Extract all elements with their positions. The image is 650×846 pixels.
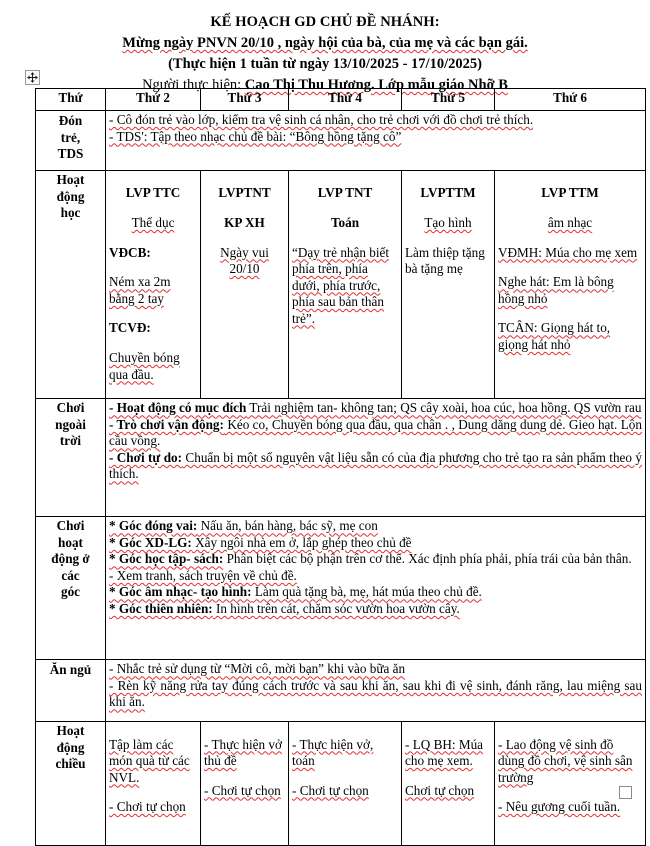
- title-line-2-text: Mừng ngày PNVN 20/10 , ngày hội của bà, của mẹ và các bạn gái.: [122, 35, 528, 51]
- performer-label: Người thực hiện:: [142, 77, 242, 93]
- cnt-item-1: [109, 400, 642, 417]
- row-label-hoat-dong-chieu: [36, 722, 106, 846]
- hdh-thu2-item-4: Chuyền bóng qua đầu.: [109, 350, 180, 382]
- hdc-thu5-line-1: - LQ BH: Múa cho mẹ xem.: [405, 736, 484, 768]
- document-title-line-2: [0, 33, 650, 54]
- row-label-choi-ngoai-troi: [36, 399, 106, 517]
- goc-item-1-text: Nấu ăn, bán hàng, bác sỹ, mẹ con: [197, 518, 378, 534]
- table-move-handle[interactable]: [25, 70, 40, 85]
- goc-item-1-label: * Góc đóng vai:: [109, 518, 198, 534]
- row-label-hdh-line3: học: [60, 205, 81, 220]
- hdh-thu6-head: LVP TTM: [541, 185, 599, 201]
- document-title-line-3: (Thực hiện 1 tuần từ ngày 13/10/2025 - 17/10/2025): [168, 56, 482, 72]
- row-label-an-ngu: Ăn ngủ: [36, 660, 106, 722]
- goc-item-3-label: * Góc học tập- sách:: [109, 551, 224, 567]
- hdc-thu2-line-2: - Chơi tự chọn: [109, 799, 186, 815]
- goc-item-3: [109, 551, 642, 568]
- cell-hdc-thu-2: [106, 722, 201, 846]
- don-tre-line-1: - Cô đón trẻ vào lớp, kiểm tra vệ sinh cá nhân, cho trẻ chơi với đồ chơi trẻ thích.: [109, 112, 534, 127]
- column-header-thu-6: Thứ 6: [495, 89, 646, 111]
- goc-item-5-label: * Góc âm nhạc- tạo hình:: [109, 584, 252, 600]
- goc-item-1: [109, 518, 642, 535]
- goc-item-4: - Xem tranh, sách truyện về chủ đề.: [109, 567, 297, 583]
- row-label-hdh-line1: Hoạt: [56, 172, 85, 187]
- hdh-thu2-item-2: Ném xa 2m bằng 2 tay: [109, 274, 171, 306]
- performer-name: Cao Thị Thu Hương. Lớp mẫu giáo Nhỡ B: [244, 77, 508, 93]
- cnt-item-2: [109, 417, 642, 450]
- hdh-thu5-head2: Tạo hình: [424, 214, 472, 230]
- cell-hdc-thu-4: [289, 722, 402, 846]
- cell-hdh-thu-2: [106, 171, 201, 399]
- row-label-goc-line4: các: [61, 567, 80, 583]
- goc-item-2: [109, 535, 642, 552]
- cell-hdh-thu-4: [289, 171, 402, 399]
- hdh-thu2-head: LVP TTC: [125, 185, 181, 201]
- table-resize-handle[interactable]: [619, 786, 632, 799]
- hdh-thu2-subhead: Thể dục: [131, 214, 175, 230]
- hdh-thu4-head: LVP TNT: [317, 185, 373, 201]
- hdh-thu5-body: Làm thiệp tặng bà tặng mẹ: [405, 244, 485, 277]
- hdc-thu6-line-1: - Lao động vệ sinh đồ dùng đồ chơi, vệ sinh sân trường: [498, 736, 633, 785]
- table-header-row: [36, 89, 646, 111]
- row-label-cnt-line2: ngoài: [55, 416, 86, 432]
- hdc-thu5-line-2: Chơi tự chọn: [405, 782, 475, 798]
- row-label-goc-line1: Chơi: [56, 518, 85, 534]
- cnt-item-2-label: - Trò chơi vận động:: [109, 416, 224, 432]
- cell-hdc-thu-3: [201, 722, 289, 846]
- hdh-thu3-head2: KP XH: [224, 214, 265, 230]
- row-label-don-tre: [36, 111, 106, 171]
- column-header-thu-2: Thứ 2: [106, 89, 201, 111]
- table-row-choi-goc: [36, 517, 646, 660]
- cnt-item-1-text: Trải nghiệm tan- không tan; QS cây xoài, hoa cúc, hoa hồng. QS vườn rau: [246, 400, 642, 416]
- hdh-thu6-line-2: Nghe hát: Em là bông hồng nhỏ: [498, 274, 614, 306]
- hdc-thu2-line-1: Tập làm các món quà từ các NVL.: [109, 736, 190, 785]
- row-label-choi-goc: [36, 517, 106, 660]
- cell-hdh-thu-6: [495, 171, 646, 399]
- hdc-thu4-line-2: - Chơi tự chọn: [292, 782, 369, 798]
- table-row-hoat-dong-chieu: [36, 722, 646, 846]
- row-label-hdc-line3: chiều: [55, 756, 86, 772]
- column-header-thu-5: Thứ 5: [402, 89, 495, 111]
- goc-item-2-label: * Góc XD-LG:: [109, 534, 192, 550]
- row-label-cnt-line1: Chơi: [56, 400, 85, 416]
- hdh-thu4-head2: Toán: [330, 214, 360, 230]
- hdh-thu2-item-1: VĐCB:: [109, 244, 151, 260]
- goc-item-6: [109, 601, 642, 618]
- an-ngu-line-1: - Nhắc trẻ sử dụng từ “Mời cô, mời bạn” khi vào bữa ăn: [109, 661, 406, 677]
- row-label-don-tre-line3: TDS: [57, 146, 84, 161]
- hdc-thu3-line-2: - Chơi tự chọn: [204, 782, 281, 798]
- cnt-item-3: [109, 450, 642, 483]
- row-label-cnt-line3: trời: [59, 433, 82, 449]
- row-label-hdc-line1: Hoạt: [56, 723, 85, 739]
- row-label-hdc-line2: động: [56, 739, 85, 755]
- hdh-thu3-body: Ngày vui 20/10: [220, 244, 269, 277]
- cell-hdc-thu-6: [495, 722, 646, 846]
- weekly-plan-table-container: [35, 88, 645, 846]
- hdc-thu4-line-1: - Thực hiện vở, toán: [292, 736, 374, 768]
- don-tre-line-2: - TDS': Tập theo nhạc chủ đề bài: “Bông hồng tặng cô”: [109, 128, 402, 144]
- weekly-plan-table: [35, 88, 646, 846]
- cnt-item-3-label: - Chơi tự do:: [109, 449, 183, 465]
- goc-item-5: [109, 584, 642, 601]
- cell-hdh-thu-5: [402, 171, 495, 399]
- document-title-line-1: KẾ HOẠCH GD CHỦ ĐỀ NHÁNH:: [210, 14, 440, 30]
- hdh-thu6-line-1: VĐMH: Múa cho mẹ xem: [498, 244, 638, 260]
- column-header-thu-4: Thứ 4: [289, 89, 402, 111]
- table-row-hoat-dong-hoc: [36, 171, 646, 399]
- row-label-goc-line3: động ở: [51, 551, 90, 567]
- goc-item-6-label: * Góc thiên nhiên:: [109, 600, 213, 616]
- hdh-thu6-head2: âm nhạc: [547, 214, 593, 230]
- column-header-thu: Thứ: [36, 89, 106, 111]
- row-label-hoat-dong-hoc: [36, 171, 106, 399]
- document-header: [0, 0, 650, 96]
- hdh-thu6-line-3: TCÂN: Giọng hát to, giọng hát nhỏ: [498, 320, 611, 352]
- cnt-item-2-text: Kéo co, Chuyền bóng qua đầu, qua chân . , Dung dăng dung dẻ. Gieo hạt. Lộn cầu vồng.: [109, 416, 642, 449]
- row-label-don-tre-line1: Đón: [58, 113, 83, 128]
- column-header-thu-3: Thứ 3: [201, 89, 289, 111]
- goc-item-2-text: Xây ngôi nhà em ở, lắp ghép theo chủ đề: [191, 534, 412, 550]
- goc-item-6-text: In hình trên cát, chăm sóc vườn hoa vườn cây.: [212, 600, 460, 616]
- row-label-goc-line2: hoạt: [58, 534, 83, 550]
- table-row-an-ngu: [36, 660, 646, 722]
- cnt-item-1-label: - Hoạt động có mục đích: [109, 400, 247, 416]
- table-row-choi-ngoai-troi: [36, 399, 646, 517]
- row-label-hdh-line2: động: [56, 188, 85, 204]
- hdh-thu2-item-3: TCVĐ:: [109, 320, 151, 336]
- cnt-item-3-text: Chuẩn bị một số nguyên vật liệu sẵn có của địa phương cho trẻ tạo ra sản phẩm theo ý thích.: [109, 449, 642, 482]
- hdc-thu3-line-1: - Thực hiện vở thủ đề: [204, 736, 282, 768]
- row-label-goc-line5: góc: [60, 584, 81, 600]
- hdh-thu3-head: LVPTNT: [218, 185, 271, 201]
- hdh-thu5-head: LVPTTM: [420, 185, 476, 201]
- cell-hdc-thu-5: [402, 722, 495, 846]
- cell-an-ngu-content: [106, 660, 646, 722]
- goc-item-3-text: Phân biệt các bộ phận trên cơ thể. Xác định phía phải, phía trái của bản thân.: [223, 551, 632, 567]
- cell-choi-goc-content: [106, 517, 646, 660]
- table-row-don-tre: [36, 111, 646, 171]
- row-label-don-tre-line2: trẻ,: [60, 129, 81, 145]
- an-ngu-line-2: - Rèn kỹ năng rửa tay đúng cách trước và sau khi ăn, sau khi đi vệ sinh, đánh răng, lau miệng sau khi ăn.: [109, 677, 642, 710]
- cell-don-tre-content: [106, 111, 646, 171]
- hdc-thu6-line-2: - Nêu gương cuối tuần.: [498, 799, 621, 815]
- cell-choi-ngoai-troi-content: [106, 399, 646, 517]
- hdh-thu4-body: “Dạy trẻ nhận biết phía trên, phía dưới, phía trước, phía sau bản thân trẻ”.: [292, 244, 390, 326]
- goc-item-5-text: Làm quà tặng bà, mẹ, hát múa theo chủ đề.: [251, 584, 482, 600]
- cell-hdh-thu-3: [201, 171, 289, 399]
